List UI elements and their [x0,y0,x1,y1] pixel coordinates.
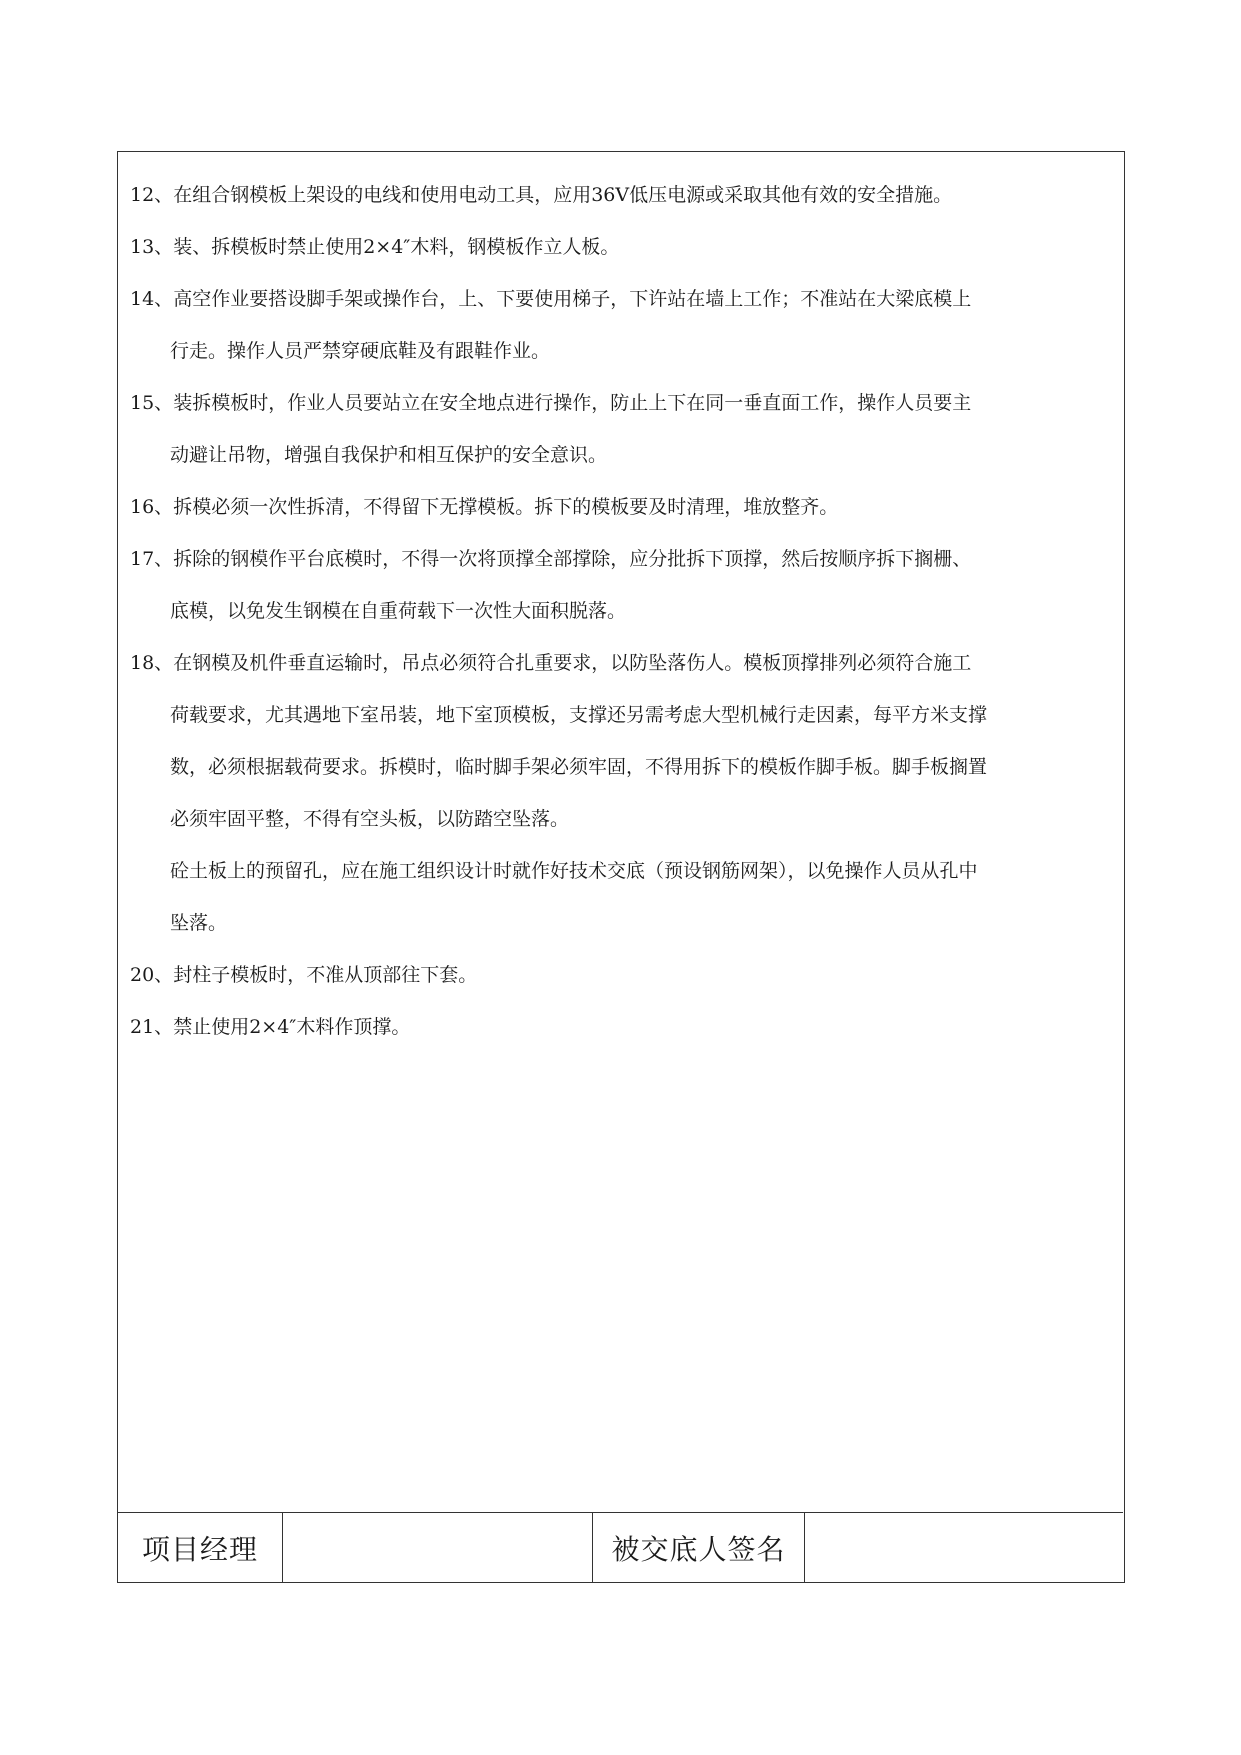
item-20: 20、封柱子模板时，不准从顶部往下套。 [130,964,478,986]
recipient-signature-field[interactable] [805,1513,1123,1582]
item-19-unnumbered [130,845,1109,949]
item-text-continued: 动避让吊物，增强自我保护和相互保护的安全意识。 [170,444,608,466]
item-15: 15、装拆模板时，作业人员要站立在安全地点进行操作，防止上下在同一垂直面工作，操作人员要主 动避让吊物，增强自我保护和相互保护的安全意识。 [130,377,1109,481]
item-text: 封柱子模板时，不准从顶部往下套。 [173,964,478,986]
item-text-continued: 坠落。 [170,912,228,934]
item-text: 砼土板上的预留孔，应在施工组织设计时就作好技术交底（预设钢筋网架），以免操作人员从孔中 [170,860,978,882]
item-16: 16、拆模必须一次性拆清，不得留下无撑模板。拆下的模板要及时清理，堆放整齐。 [130,496,839,518]
item-text: 高空作业要搭设脚手架或操作台，上、下要使用梯子，下许站在墙上工作；不准站在大梁底模上 [173,288,972,310]
item-text-continued: 荷载要求，尤其遇地下室吊装，地下室顶模板，支撑还另需考虑大型机械行走因素，每平方米支撑 [170,704,988,726]
document-frame [117,151,1125,1583]
item-text-continued: 数，必须根据载荷要求。拆模时，临时脚手架必须牢固，不得用拆下的模板作脚手板。脚手板搁置 [170,756,988,778]
recipient-signature-label: 被交底人签名 [593,1513,805,1582]
item-text: 装、拆模板时禁止使用2×4″木料，钢模板作立人板。 [173,236,620,258]
item-12: 12、在组合钢模板上架设的电线和使用电动工具，应用36V低压电源或采取其他有效的安全措施。 [130,184,953,206]
project-manager-label: 项目经理 [118,1513,283,1582]
item-14: 14、高空作业要搭设脚手架或操作台，上、下要使用梯子，下许站在墙上工作；不准站在大梁底模上 行走。操作人员严禁穿硬底鞋及有跟鞋作业。 [130,273,1109,377]
item-text: 拆模必须一次性拆清，不得留下无撑模板。拆下的模板要及时清理，堆放整齐。 [173,496,839,518]
item-text: 在钢模及机件垂直运输时，吊点必须符合扎重要求，以防坠落伤人。模板顶撑排列必须符合施工 [173,652,972,674]
signature-row [118,1512,1123,1582]
item-text: 禁止使用2×4″木料作顶撑。 [173,1016,411,1038]
item-text: 拆除的钢模作平台底模时，不得一次将顶撑全部撑除，应分批拆下顶撑，然后按顺序拆下搁栅、 [173,548,972,570]
item-text: 装拆模板时，作业人员要站立在安全地点进行操作，防止上下在同一垂直面工作，操作人员要主 [173,392,972,414]
item-text-continued: 行走。操作人员严禁穿硬底鞋及有跟鞋作业。 [170,340,551,362]
item-text-continued: 底模，以免发生钢模在自重荷载下一次性大面积脱落。 [170,600,627,622]
item-21: 21、禁止使用2×4″木料作顶撑。 [130,1016,411,1038]
item-17: 17、拆除的钢模作平台底模时，不得一次将顶撑全部撑除，应分批拆下顶撑，然后按顺序拆下搁栅、 底模，以免发生钢模在自重荷载下一次性大面积脱落。 [130,533,1109,637]
project-manager-signature-field[interactable] [283,1513,593,1582]
item-13: 13、装、拆模板时禁止使用2×4″木料，钢模板作立人板。 [130,236,620,258]
safety-items [118,152,1123,1512]
item-18: 18、在钢模及机件垂直运输时，吊点必须符合扎重要求，以防坠落伤人。模板顶撑排列必须符合施工 荷载要求，尤其遇地下室吊装，地下室顶模板，支撑还另需考虑大型机械行走因素，每平方米支撑 数，必须根据载荷要求。拆模时，临时脚手架必须牢固，不得用拆下的模板作脚手板。脚手板搁置 必须牢固平整，不得有空头板，以防踏空坠落。 [130,637,1109,845]
item-text: 在组合钢模板上架设的电线和使用电动工具，应用36V低压电源或采取其他有效的安全措施。 [173,184,953,206]
item-text-continued: 必须牢固平整，不得有空头板，以防踏空坠落。 [170,808,570,830]
